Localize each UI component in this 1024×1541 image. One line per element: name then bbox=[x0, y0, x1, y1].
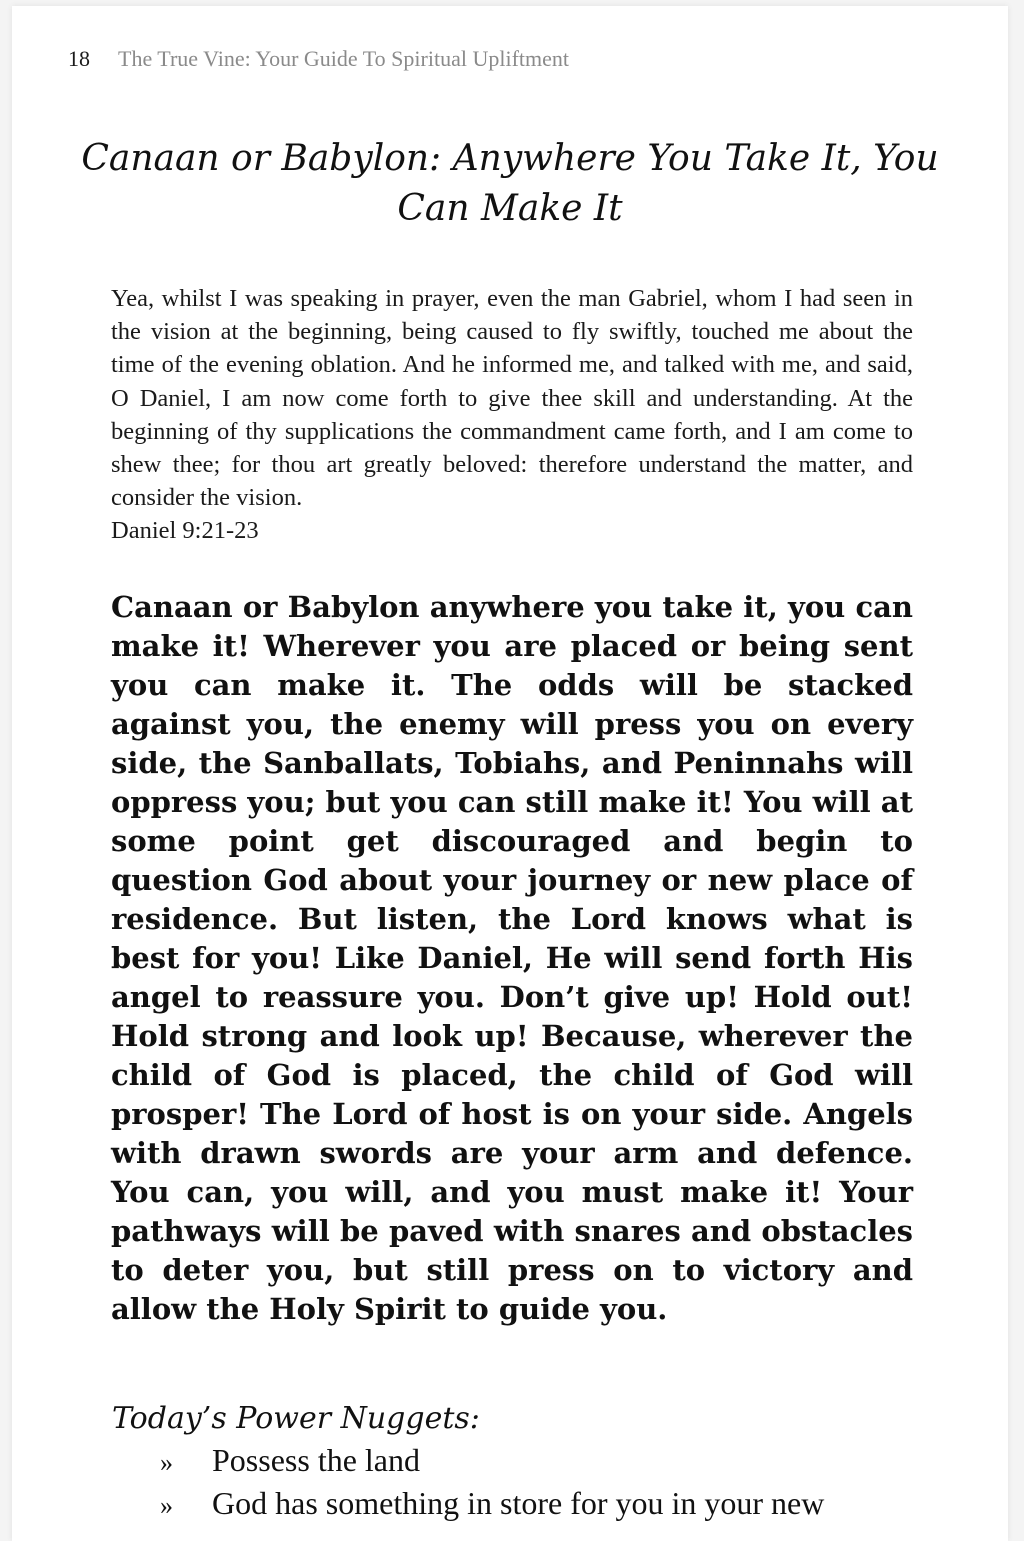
book-page bbox=[12, 6, 1008, 1541]
list-item-text: Possess the land bbox=[212, 1442, 420, 1478]
list-item-text: God has something in store for you in your new bbox=[212, 1485, 825, 1521]
page-number: 18 bbox=[68, 46, 90, 71]
scripture-reference: Daniel 9:21-23 bbox=[111, 517, 259, 545]
body-paragraph: Canaan or Babylon anywhere you take it, you can make it! Wherever you are placed or being sent you can make it. The odds will be stacked against you, the enemy will press you on every side, the Sanballats, Tobiahs, and Peninnahs will oppress you; but you can still make it! You will at some point get discouraged and begin to question God about your journey or new place of residence. But listen, the Lord knows what is best for you! Like Daniel, He will send forth His angel to reassure you. Don’t give up! Hold out! Hold strong and look up! Because, wherever the child of God is placed, the child of God will prosper! The Lord of host is on your side. Angels with drawn swords are your arm and defence. You can, you will, and you must make it! Your pathways will be paved with snares and obstacles to deter you, but still press on to victory and allow the Holy Spirit to guide you. bbox=[111, 590, 913, 1326]
nuggets-list bbox=[160, 1440, 824, 1526]
list-item bbox=[160, 1440, 824, 1483]
book-title: The True Vine: Your Guide To Spiritual Upliftment bbox=[118, 46, 569, 71]
chapter-title: Canaan or Babylon: Anywhere You Take It, You Can Make It bbox=[81, 138, 939, 229]
list-item bbox=[160, 1483, 824, 1526]
nuggets-heading: Today’s Power Nuggets: bbox=[112, 1401, 480, 1436]
running-header bbox=[68, 46, 569, 72]
scripture-passage bbox=[111, 282, 913, 548]
bullet-icon: » bbox=[160, 1491, 173, 1520]
scripture-text: Yea, whilst I was speaking in prayer, even the man Gabriel, whom I had seen in the vision at the beginning, being caused to fly swiftly, touched me about the time of the evening oblation. And he informed me, and talked with me, and said, O Daniel, I am now come forth to give thee skill and understanding. At the beginning of thy supplications the commandment came forth, and I am come to shew thee; for thou art greatly beloved: therefore understand the matter, and consider the vision. bbox=[111, 285, 913, 512]
bullet-icon: » bbox=[160, 1448, 173, 1477]
